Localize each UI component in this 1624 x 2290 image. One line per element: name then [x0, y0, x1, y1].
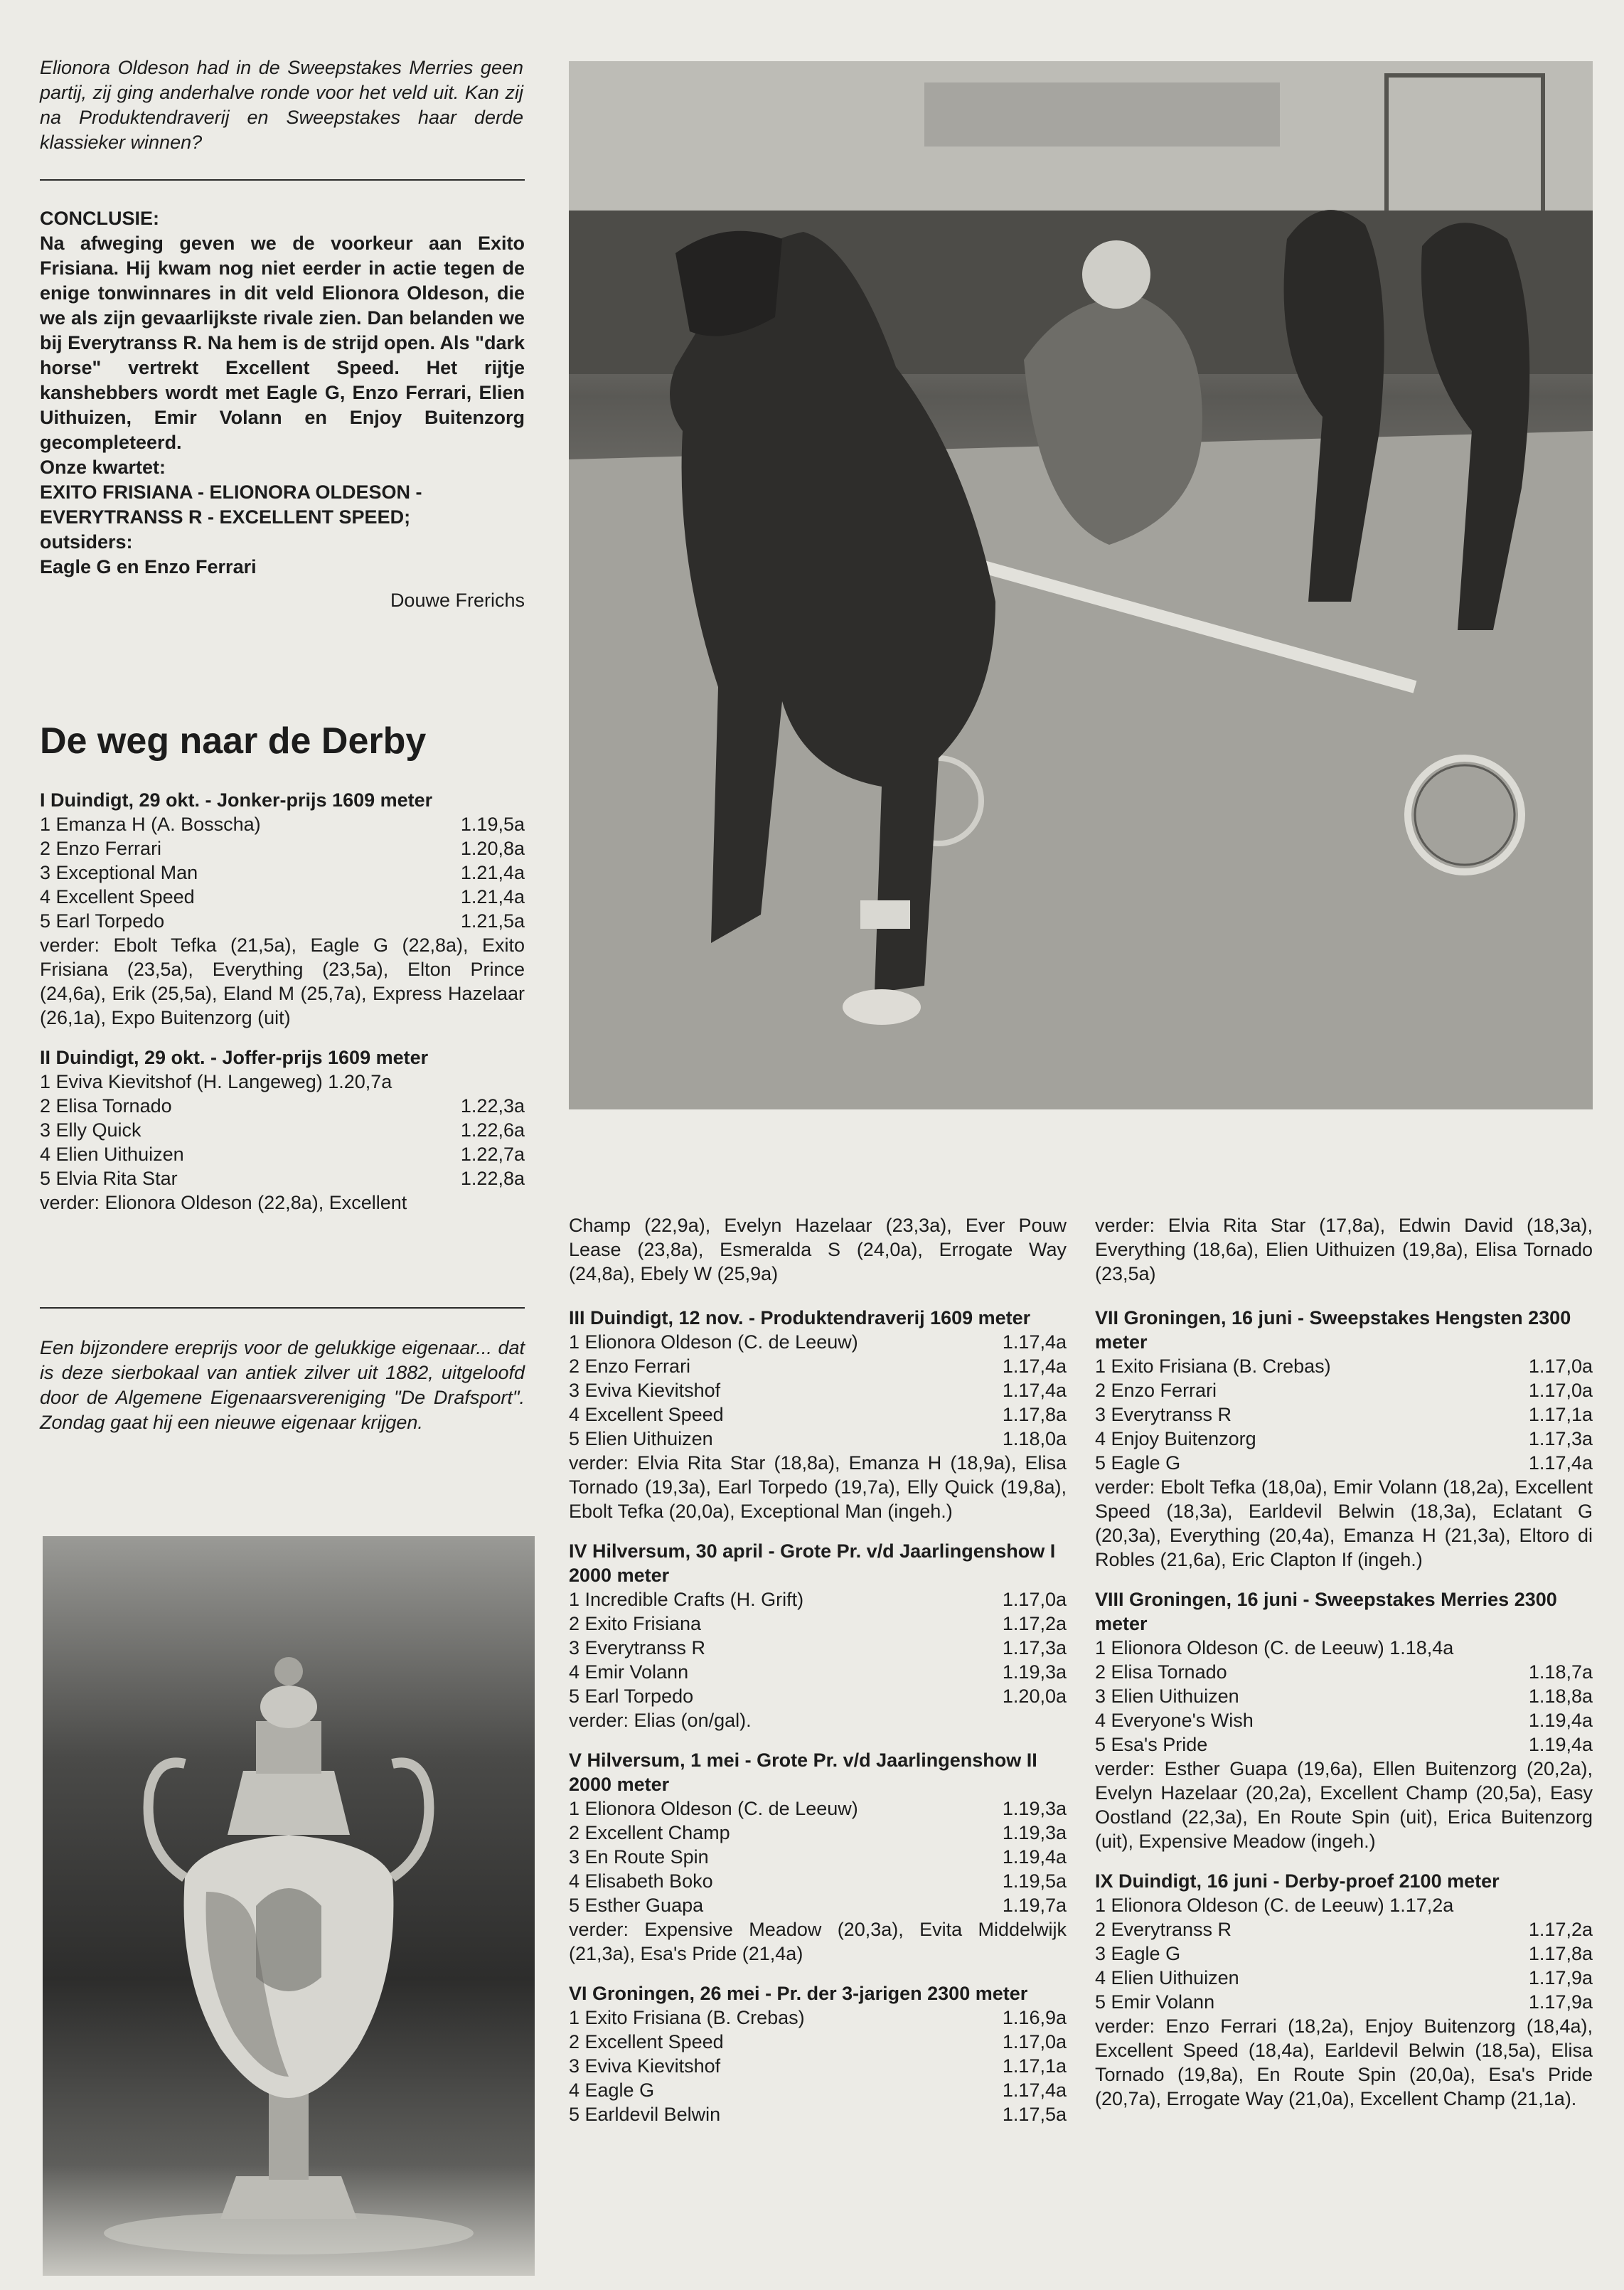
result-row	[40, 1070, 525, 1094]
race-result	[1095, 1869, 1593, 2111]
result-row	[569, 1354, 1067, 1378]
races-column-3	[1095, 1306, 1593, 2126]
horse-name: 4 Everyone's Wish	[1095, 1710, 1254, 1731]
result-row	[569, 1330, 1067, 1354]
result-row	[40, 909, 525, 933]
result-row	[40, 1142, 525, 1166]
result-row	[569, 1587, 1067, 1612]
finish-time: 1.17,4a	[1528, 1452, 1593, 1474]
result-row	[569, 2030, 1067, 2054]
result-row	[40, 861, 525, 885]
horse-name: 2 Exito Frisiana	[569, 1613, 702, 1634]
race-others: verder: Ebolt Tefka (18,0a), Emir Volann (18,2a), Excellent Speed (18,3a), Earldevil Belwin (18,3a), Eclatant G (20,3a), Everything (20,4a), Emanza H (21,3a), Eltoro di Robles (21,6a), Eric Clapton If (ingeh.)	[1095, 1476, 1593, 1570]
result-row	[1095, 1966, 1593, 1990]
finish-time: 1.17,0a	[1002, 2031, 1067, 2052]
finish-time: 1.20,8a	[460, 838, 525, 859]
col3-continuation: verder: Elvia Rita Star (17,8a), Edwin David (18,3a), Everything (18,6a), Elien Uithuizen (19,8a), Elisa Tornado (23,5a)	[1095, 1215, 1593, 1284]
result-row	[569, 1845, 1067, 1869]
finish-time: 1.22,8a	[460, 1168, 525, 1189]
horse-name: 5 Emir Volann	[1095, 1991, 1215, 2013]
result-row	[1095, 1378, 1593, 1402]
horse-name: 1 Eviva Kievitshof (H. Langeweg) 1.20,7a	[40, 1071, 392, 1092]
result-row	[1095, 1942, 1593, 1966]
result-row	[1095, 1354, 1593, 1378]
finish-time: 1.17,0a	[1002, 1589, 1067, 1610]
finish-time: 1.21,5a	[460, 910, 525, 932]
finish-time: 1.17,4a	[1002, 2079, 1067, 2101]
horse-name: 3 Elly Quick	[40, 1119, 141, 1141]
finish-time: 1.21,4a	[460, 862, 525, 883]
race-others: verder: Elias (on/gal).	[569, 1710, 752, 1731]
result-row	[1095, 1684, 1593, 1708]
finish-time: 1.19,4a	[1002, 1846, 1067, 1868]
race-result	[569, 1306, 1067, 1523]
horse-name: 3 Everytranss R	[569, 1637, 706, 1658]
horse-name: 2 Everytranss R	[1095, 1919, 1232, 1940]
finish-time: 1.19,3a	[1002, 1661, 1067, 1683]
author: Douwe Frerichs	[390, 590, 525, 611]
finish-time: 1.17,0a	[1528, 1356, 1593, 1377]
horse-name: 3 Exceptional Man	[40, 862, 198, 883]
result-row	[1095, 1732, 1593, 1757]
finish-time: 1.19,5a	[460, 814, 525, 835]
result-row	[569, 1378, 1067, 1402]
horse-name: 5 Earl Torpedo	[40, 910, 165, 932]
race-others: verder: Esther Guapa (19,6a), Ellen Buitenzorg (20,2a), Evelyn Hazelaar (20,2a), Excellent Champ (20,5a), Easy Oostland (22,3a), En Route Spin (uit), Erica Buitenzorg (uit), Expensive Meadow (ingeh.)	[1095, 1758, 1593, 1852]
outsiders-label: outsiders:	[40, 531, 133, 553]
race-others: verder: Elionora Oldeson (22,8a), Excellent	[40, 1192, 407, 1213]
result-row	[40, 885, 525, 909]
race-heading: VI Groningen, 26 mei - Pr. der 3-jarigen 2300 meter	[569, 1983, 1028, 2004]
horse-name: 3 Eagle G	[1095, 1943, 1181, 1964]
result-row	[1095, 1402, 1593, 1427]
outsiders-text: Eagle G en Enzo Ferrari	[40, 556, 257, 577]
finish-time: 1.16,9a	[1002, 2007, 1067, 2028]
races-column-1	[40, 788, 525, 1230]
finish-time: 1.22,7a	[460, 1144, 525, 1165]
horse-name: 5 Elvia Rita Star	[40, 1168, 178, 1189]
result-row	[569, 1660, 1067, 1684]
finish-time: 1.17,1a	[1002, 2055, 1067, 2077]
race-heading: IV Hilversum, 30 april - Grote Pr. v/d Jaarlingenshow I 2000 meter	[569, 1540, 1056, 1586]
horse-name: 2 Enzo Ferrari	[1095, 1380, 1217, 1401]
horse-name: 5 Elien Uithuizen	[569, 1428, 713, 1449]
result-row	[569, 1893, 1067, 1917]
trophy-photo	[43, 1536, 535, 2276]
horse-name: 4 Eagle G	[569, 2079, 655, 2101]
finish-time: 1.22,6a	[460, 1119, 525, 1141]
horse-name: 1 Elionora Oldeson (C. de Leeuw) 1.18,4a	[1095, 1637, 1454, 1658]
result-row	[40, 836, 525, 861]
result-row	[569, 2078, 1067, 2102]
col2-continuation: Champ (22,9a), Evelyn Hazelaar (23,3a), Ever Pouw Lease (23,8a), Esmeralda S (24,0a), Errogate Way (24,8a), Ebely W (25,9a)	[569, 1215, 1067, 1284]
finish-time: 1.18,7a	[1528, 1661, 1593, 1683]
finish-time: 1.17,9a	[1528, 1967, 1593, 1988]
race-heading: VII Groningen, 16 juni - Sweepstakes Hengsten 2300 meter	[1095, 1307, 1571, 1353]
finish-time: 1.19,3a	[1002, 1822, 1067, 1843]
finish-time: 1.21,4a	[460, 886, 525, 907]
races-column-2	[569, 1306, 1067, 2142]
horse-name: 1 Emanza H (A. Bosscha)	[40, 814, 261, 835]
conclusie-block	[40, 206, 525, 613]
horse-name: 3 Elien Uithuizen	[1095, 1685, 1239, 1707]
conclusie-text: Na afweging geven we de voorkeur aan Exito Frisiana. Hij kwam nog niet eerder in actie tegen de enige tonwinnares in dit veld Elionora Oldeson, die we als zijn gevaarlijkste rivale zien. Dan belanden we bij Everytranss R. Na hem is de strijd open. Als "dark horse" vertrekt Excellent Speed. Het rijtje kanshebbers wordt met Eagle G, Enzo Ferrari, Elien Uithuizen, Emir Volann en Enjoy Buitenzorg gecompleteerd.	[40, 233, 525, 453]
result-row	[569, 1402, 1067, 1427]
race-others: verder: Ebolt Tefka (21,5a), Eagle G (22,8a), Exito Frisiana (23,5a), Everything (23,5a), Elton Prince (24,6a), Erik (25,5a), Eland M (25,7a), Express Hazelaar (26,1a), Expo Buitenzorg (uit)	[40, 934, 525, 1028]
race-heading: V Hilversum, 1 mei - Grote Pr. v/d Jaarlingenshow II 2000 meter	[569, 1750, 1037, 1795]
result-row	[1095, 1636, 1593, 1660]
finish-time: 1.17,3a	[1528, 1428, 1593, 1449]
finish-time: 1.17,4a	[1002, 1356, 1067, 1377]
finish-time: 1.17,2a	[1528, 1919, 1593, 1940]
race-heading: I Duindigt, 29 okt. - Jonker-prijs 1609 meter	[40, 789, 433, 811]
finish-time: 1.17,8a	[1528, 1943, 1593, 1964]
finish-time: 1.17,0a	[1528, 1380, 1593, 1401]
result-row	[40, 812, 525, 836]
race-others: verder: Enzo Ferrari (18,2a), Enjoy Buitenzorg (18,4a), Excellent Speed (18,4a), Earldevil Belwin (18,5a), Elisa Tornado (19,8a), En Route Spin (20,0a), Esa's Pride (20,7a), Errogate Way (21,0a), Excellent Champ (21,1a).	[1095, 2015, 1593, 2109]
race-heading: II Duindigt, 29 okt. - Joffer-prijs 1609 meter	[40, 1047, 429, 1068]
horse-name: 4 Excellent Speed	[40, 886, 195, 907]
horse-name: 2 Elisa Tornado	[1095, 1661, 1227, 1683]
result-row	[569, 2006, 1067, 2030]
finish-time: 1.19,4a	[1528, 1734, 1593, 1755]
race-result	[569, 1539, 1067, 1732]
finish-time: 1.19,4a	[1528, 1710, 1593, 1731]
race-result	[40, 788, 525, 1030]
race-result	[40, 1045, 525, 1215]
race-result	[569, 1981, 1067, 2126]
finish-time: 1.17,4a	[1002, 1331, 1067, 1353]
result-row	[1095, 1451, 1593, 1475]
divider	[40, 179, 525, 181]
race-result	[1095, 1306, 1593, 1572]
result-row	[569, 2054, 1067, 2078]
result-row	[1095, 1990, 1593, 2014]
horse-name: 3 Eviva Kievitshof	[569, 2055, 721, 2077]
horse-name: 5 Earldevil Belwin	[569, 2104, 721, 2125]
finish-time: 1.20,0a	[1002, 1685, 1067, 1707]
finish-time: 1.17,9a	[1528, 1991, 1593, 2013]
result-row	[569, 1869, 1067, 1893]
horse-name: 5 Esther Guapa	[569, 1895, 704, 1916]
race-heading: III Duindigt, 12 nov. - Produktendraverij 1609 meter	[569, 1307, 1031, 1328]
finish-time: 1.19,5a	[1002, 1870, 1067, 1892]
result-row	[40, 1094, 525, 1118]
horse-name: 2 Enzo Ferrari	[40, 838, 162, 859]
horse-name: 2 Enzo Ferrari	[569, 1356, 691, 1377]
horse-name: 1 Exito Frisiana (B. Crebas)	[1095, 1356, 1331, 1377]
result-row	[569, 1612, 1067, 1636]
horse-name: 1 Elionora Oldeson (C. de Leeuw)	[569, 1798, 858, 1819]
horse-name: 4 Emir Volann	[569, 1661, 689, 1683]
race-others: verder: Expensive Meadow (20,3a), Evita Middelwijk (21,3a), Esa's Pride (21,4a)	[569, 1919, 1067, 1964]
kwartet-label: Onze kwartet:	[40, 457, 166, 478]
conclusie-label: CONCLUSIE:	[40, 208, 159, 229]
result-row	[1095, 1917, 1593, 1942]
horse-name: 5 Esa's Pride	[1095, 1734, 1208, 1755]
horse-name: 2 Excellent Champ	[569, 1822, 730, 1843]
horse-name: 4 Elien Uithuizen	[40, 1144, 184, 1165]
finish-time: 1.19,7a	[1002, 1895, 1067, 1916]
horse-name: 5 Eagle G	[1095, 1452, 1181, 1474]
result-row	[40, 1118, 525, 1142]
race-heading: IX Duindigt, 16 juni - Derby-proef 2100 meter	[1095, 1870, 1500, 1892]
finish-time: 1.18,8a	[1528, 1685, 1593, 1707]
finish-time: 1.17,5a	[1002, 2104, 1067, 2125]
result-row	[569, 1796, 1067, 1821]
horse-name: 4 Excellent Speed	[569, 1404, 724, 1425]
result-row	[1095, 1660, 1593, 1684]
finish-time: 1.22,3a	[460, 1095, 525, 1117]
horse-name: 1 Exito Frisiana (B. Crebas)	[569, 2007, 805, 2028]
trophy-caption: Een bijzondere ereprijs voor de gelukkige eigenaar... dat is deze sierbokaal van antiek zilver uit 1882, uitgeloofd door de Algemene Eigenaarsvereniging "De Drafsport". Zondag gaat hij een nieuwe eigenaar krijgen.	[40, 1337, 525, 1433]
finish-time: 1.17,3a	[1002, 1637, 1067, 1658]
race-photo	[569, 61, 1593, 1109]
top-photo-caption: Elionora Oldeson had in de Sweepstakes Merries geen partij, zij ging anderhalve ronde voor het veld uit. Kan zij na Produktendraverij en Sweepstakes haar derde klassieker winnen?	[40, 57, 523, 153]
result-row	[40, 1166, 525, 1191]
horse-name: 4 Enjoy Buitenzorg	[1095, 1428, 1256, 1449]
horse-name: 2 Elisa Tornado	[40, 1095, 172, 1117]
result-row	[1095, 1708, 1593, 1732]
race-heading: VIII Groningen, 16 juni - Sweepstakes Merries 2300 meter	[1095, 1589, 1557, 1634]
race-others: verder: Elvia Rita Star (18,8a), Emanza H (18,9a), Elisa Tornado (19,3a), Earl Torpedo (19,7a), Elly Quick (19,8a), Ebolt Tefka (20,0a), Exceptional Man (ingeh.)	[569, 1452, 1067, 1522]
horse-name: 5 Earl Torpedo	[569, 1685, 694, 1707]
finish-time: 1.17,8a	[1002, 1404, 1067, 1425]
race-result	[569, 1748, 1067, 1966]
finish-time: 1.19,3a	[1002, 1798, 1067, 1819]
section-title: De weg naar de Derby	[40, 720, 427, 762]
result-row	[1095, 1893, 1593, 1917]
horse-name: 1 Elionora Oldeson (C. de Leeuw) 1.17,2a	[1095, 1895, 1454, 1916]
horse-name: 2 Excellent Speed	[569, 2031, 724, 2052]
horse-name: 4 Elisabeth Boko	[569, 1870, 713, 1892]
finish-time: 1.17,2a	[1002, 1613, 1067, 1634]
horse-name: 4 Elien Uithuizen	[1095, 1967, 1239, 1988]
result-row	[569, 1636, 1067, 1660]
race-result	[1095, 1587, 1593, 1853]
horse-name: 1 Elionora Oldeson (C. de Leeuw)	[569, 1331, 858, 1353]
horse-name: 1 Incredible Crafts (H. Grift)	[569, 1589, 804, 1610]
finish-time: 1.17,4a	[1002, 1380, 1067, 1401]
result-row	[569, 1427, 1067, 1451]
result-row	[1095, 1427, 1593, 1451]
result-row	[569, 2102, 1067, 2126]
horse-name: 3 Eviva Kievitshof	[569, 1380, 721, 1401]
horse-name: 3 En Route Spin	[569, 1846, 709, 1868]
kwartet-text: EXITO FRISIANA - ELIONORA OLDESON - EVERYTRANSS R - EXCELLENT SPEED;	[40, 481, 422, 528]
result-row	[569, 1821, 1067, 1845]
divider	[40, 1307, 525, 1309]
finish-time: 1.18,0a	[1002, 1428, 1067, 1449]
result-row	[569, 1684, 1067, 1708]
horse-name: 3 Everytranss R	[1095, 1404, 1232, 1425]
finish-time: 1.17,1a	[1528, 1404, 1593, 1425]
